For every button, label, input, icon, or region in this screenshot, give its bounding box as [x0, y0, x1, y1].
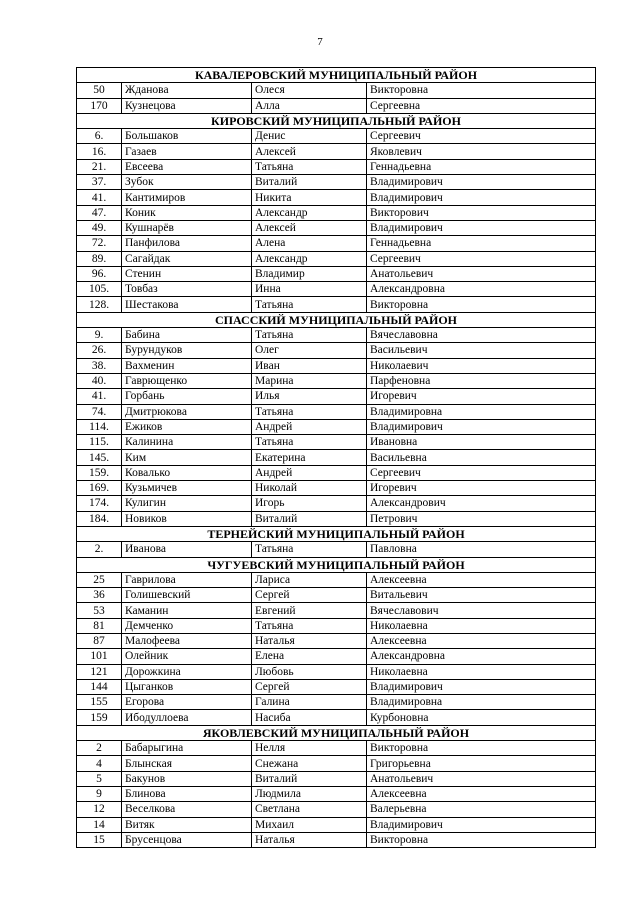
patronymic-cell: Алексеевна [367, 633, 596, 648]
first-name-cell: Любовь [252, 664, 367, 679]
first-name-cell: Алла [252, 98, 367, 113]
last-name-cell: Кузьмичев [122, 481, 252, 496]
table-row [77, 159, 596, 174]
row-number-cell: 47. [77, 205, 122, 220]
first-name-cell: Екатерина [252, 450, 367, 465]
first-name-cell: Владимир [252, 266, 367, 281]
last-name-cell: Шестакова [122, 297, 252, 312]
row-number-cell: 40. [77, 373, 122, 388]
last-name-cell: Бабина [122, 328, 252, 343]
table-row [77, 98, 596, 113]
table-row [77, 220, 596, 235]
table-row [77, 786, 596, 801]
row-number-cell: 9 [77, 786, 122, 801]
last-name-cell: Дорожкина [122, 664, 252, 679]
row-number-cell: 37. [77, 175, 122, 190]
first-name-cell: Никита [252, 190, 367, 205]
patronymic-cell: Геннадьевна [367, 236, 596, 251]
row-number-cell: 26. [77, 343, 122, 358]
patronymic-cell: Сергеевич [367, 129, 596, 144]
table-row [77, 251, 596, 266]
last-name-cell: Блинова [122, 786, 252, 801]
table-row [77, 633, 596, 648]
first-name-cell: Марина [252, 373, 367, 388]
row-number-cell: 81 [77, 618, 122, 633]
last-name-cell: Кушнарёв [122, 220, 252, 235]
row-number-cell: 41. [77, 389, 122, 404]
patronymic-cell: Вячеславович [367, 603, 596, 618]
patronymic-cell: Игоревич [367, 389, 596, 404]
table-row [77, 450, 596, 465]
row-number-cell: 15 [77, 832, 122, 847]
first-name-cell: Андрей [252, 465, 367, 480]
row-number-cell: 74. [77, 404, 122, 419]
patronymic-cell: Сергеевич [367, 251, 596, 266]
row-number-cell: 6. [77, 129, 122, 144]
section-header-row [77, 113, 596, 128]
patronymic-cell: Викторовна [367, 741, 596, 756]
row-number-cell: 144 [77, 679, 122, 694]
row-number-cell: 2 [77, 741, 122, 756]
first-name-cell: Олеся [252, 83, 367, 98]
last-name-cell: Голишевский [122, 588, 252, 603]
patronymic-cell: Вячеславовна [367, 328, 596, 343]
first-name-cell: Светлана [252, 802, 367, 817]
patronymic-cell: Александровна [367, 282, 596, 297]
last-name-cell: Товбаз [122, 282, 252, 297]
section-header-row [77, 68, 596, 83]
row-number-cell: 159. [77, 465, 122, 480]
first-name-cell: Людмила [252, 786, 367, 801]
first-name-cell: Виталий [252, 771, 367, 786]
last-name-cell: Олейник [122, 649, 252, 664]
patronymic-cell: Анатольевич [367, 771, 596, 786]
last-name-cell: Ковалько [122, 465, 252, 480]
section-header-row [77, 526, 596, 541]
patronymic-cell: Васильевна [367, 450, 596, 465]
last-name-cell: Витяк [122, 817, 252, 832]
row-number-cell: 184. [77, 511, 122, 526]
patronymic-cell: Викторовна [367, 297, 596, 312]
table-row [77, 190, 596, 205]
patronymic-cell: Анатольевич [367, 266, 596, 281]
patronymic-cell: Валерьевна [367, 802, 596, 817]
last-name-cell: Демченко [122, 618, 252, 633]
last-name-cell: Брусенцова [122, 832, 252, 847]
last-name-cell: Вахменин [122, 358, 252, 373]
section-header-row [77, 725, 596, 740]
row-number-cell: 96. [77, 266, 122, 281]
table-row [77, 282, 596, 297]
last-name-cell: Бурундуков [122, 343, 252, 358]
row-number-cell: 5 [77, 771, 122, 786]
row-number-cell: 14 [77, 817, 122, 832]
table-row [77, 679, 596, 694]
table-row [77, 144, 596, 159]
row-number-cell: 89. [77, 251, 122, 266]
table-row [77, 756, 596, 771]
section-title: СПАССКИЙ МУНИЦИПАЛЬНЫЙ РАЙОН [77, 312, 596, 327]
row-number-cell: 36 [77, 588, 122, 603]
patronymic-cell: Григорьевна [367, 756, 596, 771]
first-name-cell: Алена [252, 236, 367, 251]
last-name-cell: Евсеева [122, 159, 252, 174]
last-name-cell: Дмитрюкова [122, 404, 252, 419]
table-row [77, 389, 596, 404]
first-name-cell: Николай [252, 481, 367, 496]
first-name-cell: Нелля [252, 741, 367, 756]
row-number-cell: 170 [77, 98, 122, 113]
section-title: ЧУГУЕВСКИЙ МУНИЦИПАЛЬНЫЙ РАЙОН [77, 557, 596, 572]
first-name-cell: Татьяна [252, 618, 367, 633]
patronymic-cell: Александровна [367, 649, 596, 664]
first-name-cell: Наталья [252, 832, 367, 847]
table-row [77, 358, 596, 373]
patronymic-cell: Александрович [367, 496, 596, 511]
first-name-cell: Михаил [252, 817, 367, 832]
patronymic-cell: Владимирович [367, 679, 596, 694]
last-name-cell: Каманин [122, 603, 252, 618]
first-name-cell: Игорь [252, 496, 367, 511]
row-number-cell: 115. [77, 435, 122, 450]
first-name-cell: Татьяна [252, 542, 367, 557]
section-header-row [77, 312, 596, 327]
patronymic-cell: Владимирович [367, 175, 596, 190]
first-name-cell: Татьяна [252, 435, 367, 450]
table-row [77, 664, 596, 679]
table-row [77, 588, 596, 603]
first-name-cell: Сергей [252, 679, 367, 694]
first-name-cell: Александр [252, 205, 367, 220]
roster-body [77, 68, 596, 848]
first-name-cell: Андрей [252, 419, 367, 434]
row-number-cell: 12 [77, 802, 122, 817]
last-name-cell: Сагайдак [122, 251, 252, 266]
row-number-cell: 4 [77, 756, 122, 771]
patronymic-cell: Викторович [367, 205, 596, 220]
row-number-cell: 25 [77, 572, 122, 587]
last-name-cell: Ибодуллоева [122, 710, 252, 725]
first-name-cell: Алексей [252, 220, 367, 235]
table-row [77, 832, 596, 847]
row-number-cell: 114. [77, 419, 122, 434]
row-number-cell: 21. [77, 159, 122, 174]
first-name-cell: Лариса [252, 572, 367, 587]
patronymic-cell: Петрович [367, 511, 596, 526]
last-name-cell: Новиков [122, 511, 252, 526]
last-name-cell: Кулигин [122, 496, 252, 511]
table-row [77, 266, 596, 281]
row-number-cell: 159 [77, 710, 122, 725]
first-name-cell: Олег [252, 343, 367, 358]
table-row [77, 83, 596, 98]
first-name-cell: Татьяна [252, 328, 367, 343]
row-number-cell: 174. [77, 496, 122, 511]
patronymic-cell: Николаевна [367, 618, 596, 633]
section-title: КАВАЛЕРОВСКИЙ МУНИЦИПАЛЬНЫЙ РАЙОН [77, 68, 596, 83]
patronymic-cell: Сергеевна [367, 98, 596, 113]
table-row [77, 404, 596, 419]
last-name-cell: Ежиков [122, 419, 252, 434]
table-row [77, 572, 596, 587]
row-number-cell: 49. [77, 220, 122, 235]
section-header-row [77, 557, 596, 572]
first-name-cell: Виталий [252, 511, 367, 526]
last-name-cell: Бакунов [122, 771, 252, 786]
first-name-cell: Галина [252, 695, 367, 710]
last-name-cell: Большаков [122, 129, 252, 144]
patronymic-cell: Владимирович [367, 220, 596, 235]
row-number-cell: 50 [77, 83, 122, 98]
last-name-cell: Газаев [122, 144, 252, 159]
row-number-cell: 101 [77, 649, 122, 664]
row-number-cell: 121 [77, 664, 122, 679]
roster-table [76, 67, 596, 848]
first-name-cell: Татьяна [252, 159, 367, 174]
last-name-cell: Калинина [122, 435, 252, 450]
first-name-cell: Татьяна [252, 297, 367, 312]
table-row [77, 603, 596, 618]
first-name-cell: Денис [252, 129, 367, 144]
patronymic-cell: Алексеевна [367, 786, 596, 801]
last-name-cell: Стенин [122, 266, 252, 281]
patronymic-cell: Викторовна [367, 832, 596, 847]
patronymic-cell: Алексеевна [367, 572, 596, 587]
table-row [77, 710, 596, 725]
table-row [77, 481, 596, 496]
row-number-cell: 16. [77, 144, 122, 159]
row-number-cell: 9. [77, 328, 122, 343]
patronymic-cell: Ивановна [367, 435, 596, 450]
patronymic-cell: Парфеновна [367, 373, 596, 388]
table-row [77, 542, 596, 557]
patronymic-cell: Геннадьевна [367, 159, 596, 174]
patronymic-cell: Яковлевич [367, 144, 596, 159]
table-row [77, 817, 596, 832]
patronymic-cell: Курбоновна [367, 710, 596, 725]
row-number-cell: 145. [77, 450, 122, 465]
last-name-cell: Кузнецова [122, 98, 252, 113]
first-name-cell: Снежана [252, 756, 367, 771]
page-number: 7 [317, 36, 323, 48]
table-row [77, 419, 596, 434]
last-name-cell: Иванова [122, 542, 252, 557]
table-row [77, 649, 596, 664]
patronymic-cell: Владимирович [367, 817, 596, 832]
first-name-cell: Илья [252, 389, 367, 404]
patronymic-cell: Сергеевич [367, 465, 596, 480]
table-row [77, 328, 596, 343]
section-title: ТЕРНЕЙСКИЙ МУНИЦИПАЛЬНЫЙ РАЙОН [77, 526, 596, 541]
first-name-cell: Наталья [252, 633, 367, 648]
last-name-cell: Веселкова [122, 802, 252, 817]
patronymic-cell: Владимирович [367, 419, 596, 434]
patronymic-cell: Игоревич [367, 481, 596, 496]
last-name-cell: Ким [122, 450, 252, 465]
first-name-cell: Евгений [252, 603, 367, 618]
row-number-cell: 53 [77, 603, 122, 618]
last-name-cell: Гаврилова [122, 572, 252, 587]
row-number-cell: 128. [77, 297, 122, 312]
patronymic-cell: Викторовна [367, 83, 596, 98]
table-row [77, 297, 596, 312]
table-row [77, 205, 596, 220]
first-name-cell: Инна [252, 282, 367, 297]
section-title: КИРОВСКИЙ МУНИЦИПАЛЬНЫЙ РАЙОН [77, 113, 596, 128]
patronymic-cell: Николаевич [367, 358, 596, 373]
last-name-cell: Панфилова [122, 236, 252, 251]
table-row [77, 129, 596, 144]
table-row [77, 465, 596, 480]
table-row [77, 236, 596, 251]
last-name-cell: Цыганков [122, 679, 252, 694]
table-row [77, 511, 596, 526]
row-number-cell: 87 [77, 633, 122, 648]
patronymic-cell: Павловна [367, 542, 596, 557]
table-row [77, 373, 596, 388]
last-name-cell: Блынская [122, 756, 252, 771]
last-name-cell: Коник [122, 205, 252, 220]
table-row [77, 343, 596, 358]
row-number-cell: 72. [77, 236, 122, 251]
table-row [77, 435, 596, 450]
patronymic-cell: Владимировна [367, 404, 596, 419]
row-number-cell: 41. [77, 190, 122, 205]
last-name-cell: Егорова [122, 695, 252, 710]
patronymic-cell: Владимирович [367, 190, 596, 205]
row-number-cell: 105. [77, 282, 122, 297]
first-name-cell: Елена [252, 649, 367, 664]
row-number-cell: 38. [77, 358, 122, 373]
first-name-cell: Виталий [252, 175, 367, 190]
row-number-cell: 169. [77, 481, 122, 496]
last-name-cell: Бабарыгина [122, 741, 252, 756]
last-name-cell: Зубок [122, 175, 252, 190]
last-name-cell: Жданова [122, 83, 252, 98]
patronymic-cell: Витальевич [367, 588, 596, 603]
patronymic-cell: Васильевич [367, 343, 596, 358]
patronymic-cell: Владимировна [367, 695, 596, 710]
table-row [77, 771, 596, 786]
first-name-cell: Насиба [252, 710, 367, 725]
section-title: ЯКОВЛЕВСКИЙ МУНИЦИПАЛЬНЫЙ РАЙОН [77, 725, 596, 740]
table-row [77, 175, 596, 190]
last-name-cell: Горбань [122, 389, 252, 404]
table-row [77, 741, 596, 756]
first-name-cell: Сергей [252, 588, 367, 603]
first-name-cell: Александр [252, 251, 367, 266]
first-name-cell: Алексей [252, 144, 367, 159]
first-name-cell: Иван [252, 358, 367, 373]
patronymic-cell: Николаевна [367, 664, 596, 679]
row-number-cell: 2. [77, 542, 122, 557]
last-name-cell: Малофеева [122, 633, 252, 648]
row-number-cell: 155 [77, 695, 122, 710]
last-name-cell: Кантимиров [122, 190, 252, 205]
last-name-cell: Гаврющенко [122, 373, 252, 388]
table-row [77, 802, 596, 817]
first-name-cell: Татьяна [252, 404, 367, 419]
table-row [77, 695, 596, 710]
table-row [77, 496, 596, 511]
table-row [77, 618, 596, 633]
